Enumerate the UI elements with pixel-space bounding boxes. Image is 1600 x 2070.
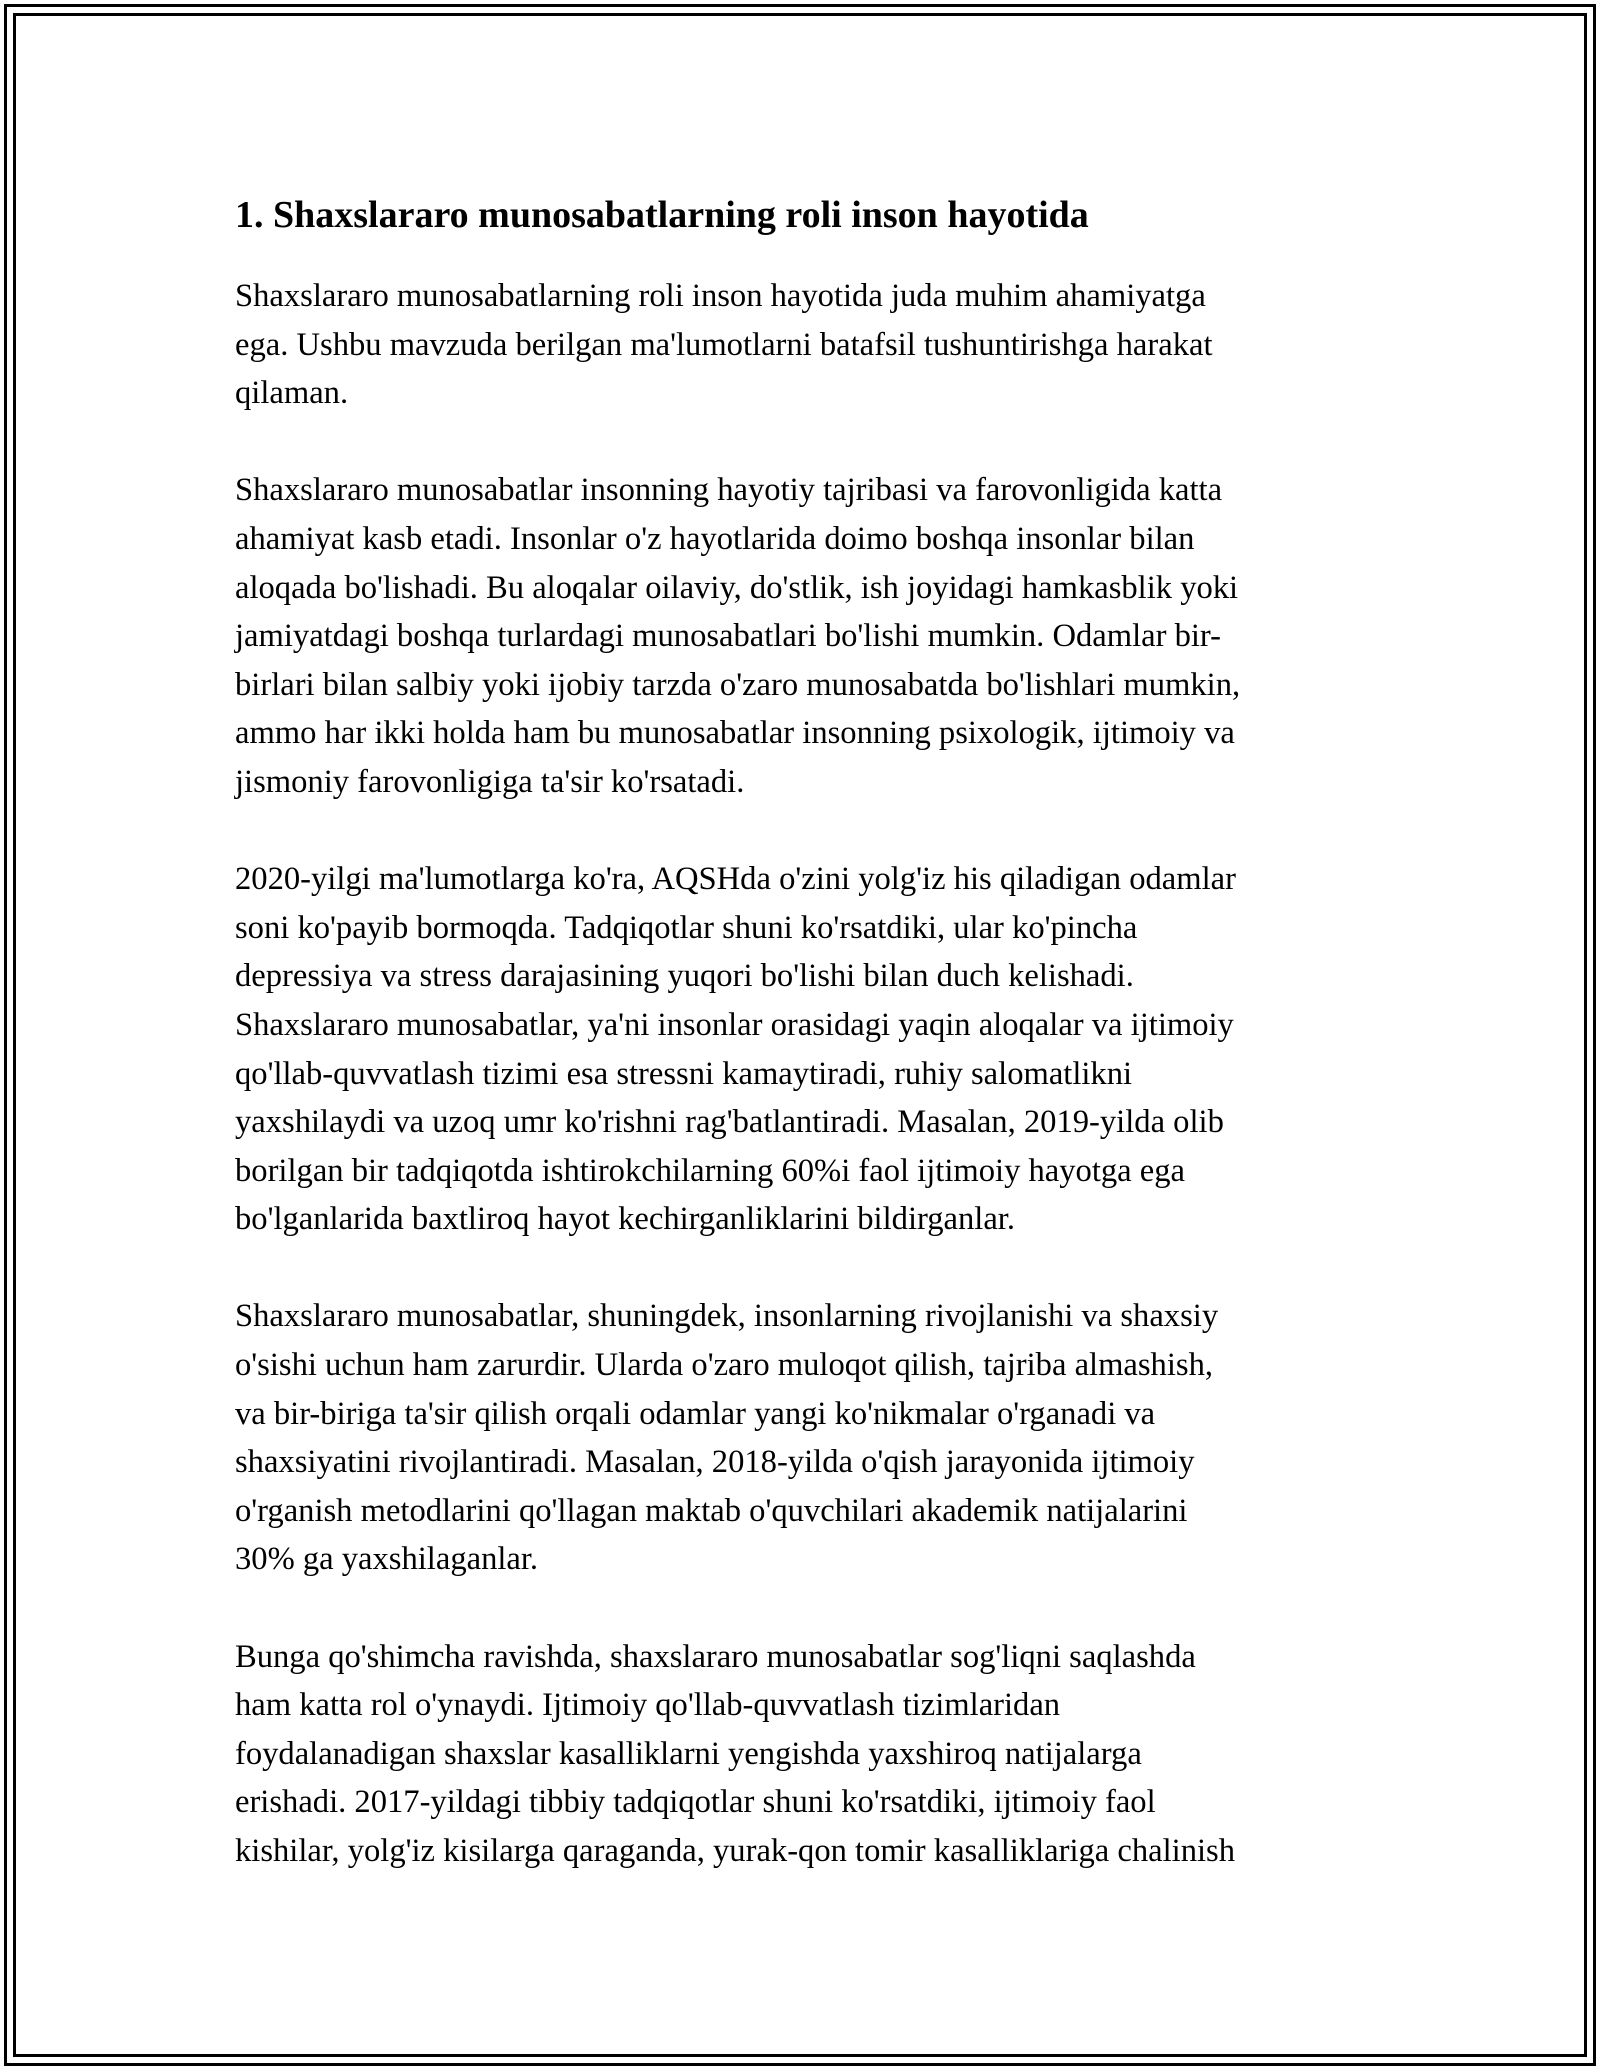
text-line: soni ko'payib bormoqda. Tadqiqotlar shuni ko'rsatdiki, ular ko'pincha	[235, 909, 1138, 946]
document-body	[235, 184, 1375, 1924]
text-line: 30% ga yaxshilaganlar.	[235, 1541, 539, 1578]
text-line: ahamiyat kasb etadi. Insonlar o'z hayotlarida doimo boshqa insonlar bilan	[235, 520, 1195, 557]
text-line: depressiya va stress darajasining yuqori bo'lishi bilan duch kelishadi.	[235, 958, 1134, 995]
paragraph-1	[235, 272, 1375, 418]
paragraph-2	[235, 466, 1375, 806]
text-line: shaxsiyatini rivojlantiradi. Masalan, 2018-yilda o'qish jarayonida ijtimoiy	[235, 1444, 1195, 1481]
text-line: qo'llab-quvvatlash tizimi esa stressni kamaytiradi, ruhiy salomatlikni	[235, 1055, 1133, 1092]
text-line: bo'lganlarida baxtliroq hayot kechirganliklarini bildirganlar.	[235, 1201, 1015, 1238]
text-line: Shaxslararo munosabatlar insonning hayotiy tajribasi va farovonligida katta	[235, 472, 1223, 509]
text-line: 2020-yilgi ma'lumotlarga ko'ra, AQSHda o'zini yolg'iz his qiladigan odamlar	[235, 861, 1236, 898]
text-line: erishadi. 2017-yildagi tibbiy tadqiqotlar shuni ko'rsatdiki, ijtimoiy faol	[235, 1784, 1156, 1821]
text-line: yaxshilaydi va uzoq umr ko'rishni rag'batlantiradi. Masalan, 2019-yilda olib	[235, 1104, 1224, 1141]
text-line: Shaxslararo munosabatlar, shuningdek, insonlarning rivojlanishi va shaxsiy	[235, 1298, 1219, 1335]
text-line: aloqada bo'lishadi. Bu aloqalar oilaviy, do'stlik, ish joyidagi hamkasblik yoki	[235, 569, 1239, 606]
text-line: ammo har ikki holda ham bu munosabatlar insonning psixologik, ijtimoiy va	[235, 715, 1235, 752]
text-line: jamiyatdagi boshqa turlardagi munosabatlari bo'lishi mumkin. Odamlar bir-	[235, 618, 1221, 655]
text-line: va bir-biriga ta'sir qilish orqali odamlar yangi ko'nikmalar o'rganadi va	[235, 1395, 1156, 1432]
text-line: Shaxslararo munosabatlar, ya'ni insonlar orasidagi yaqin aloqalar va ijtimoiy	[235, 1006, 1234, 1043]
paragraph-4	[235, 1292, 1375, 1584]
text-line: o'sishi uchun ham zarurdir. Ularda o'zaro muloqot qilish, tajriba almashish,	[235, 1347, 1214, 1384]
text-line: kishilar, yolg'iz kisilarga qaraganda, yurak-qon tomir kasalliklariga chalinish	[235, 1833, 1236, 1869]
text-line: qilaman.	[235, 375, 349, 412]
text-line: Shaxslararo munosabatlarning roli inson hayotida juda muhim ahamiyatga	[235, 278, 1206, 314]
text-line: borilgan bir tadqiqotda ishtirokchilarning 60%i faol ijtimoiy hayotga ega	[235, 1152, 1185, 1189]
text-line: ega. Ushbu mavzuda berilgan ma'lumotlarni batafsil tushuntirishga harakat	[235, 326, 1213, 363]
text-line: o'rganish metodlarini qo'llagan maktab o'quvchilari akademik natijalarini	[235, 1492, 1188, 1529]
section-heading: 1. Shaxslararo munosabatlarning roli inson hayotida	[235, 194, 1089, 236]
text-line: ham katta rol o'ynaydi. Ijtimoiy qo'llab-quvvatlash tizimlaridan	[235, 1687, 1061, 1724]
text-line: foydalanadigan shaxslar kasalliklarni yengishda yaxshiroq natijalarga	[235, 1735, 1142, 1772]
text-line: jismoniy farovonligiga ta'sir ko'rsatadi.	[235, 763, 745, 800]
paragraph-3	[235, 855, 1375, 1244]
text-line: birlari bilan salbiy yoki ijobiy tarzda o'zaro munosabatda bo'lishlari mumkin,	[235, 666, 1241, 703]
paragraph-5	[235, 1633, 1375, 1876]
text-line: Bunga qo'shimcha ravishda, shaxslararo munosabatlar sog'liqni saqlashda	[235, 1638, 1196, 1675]
